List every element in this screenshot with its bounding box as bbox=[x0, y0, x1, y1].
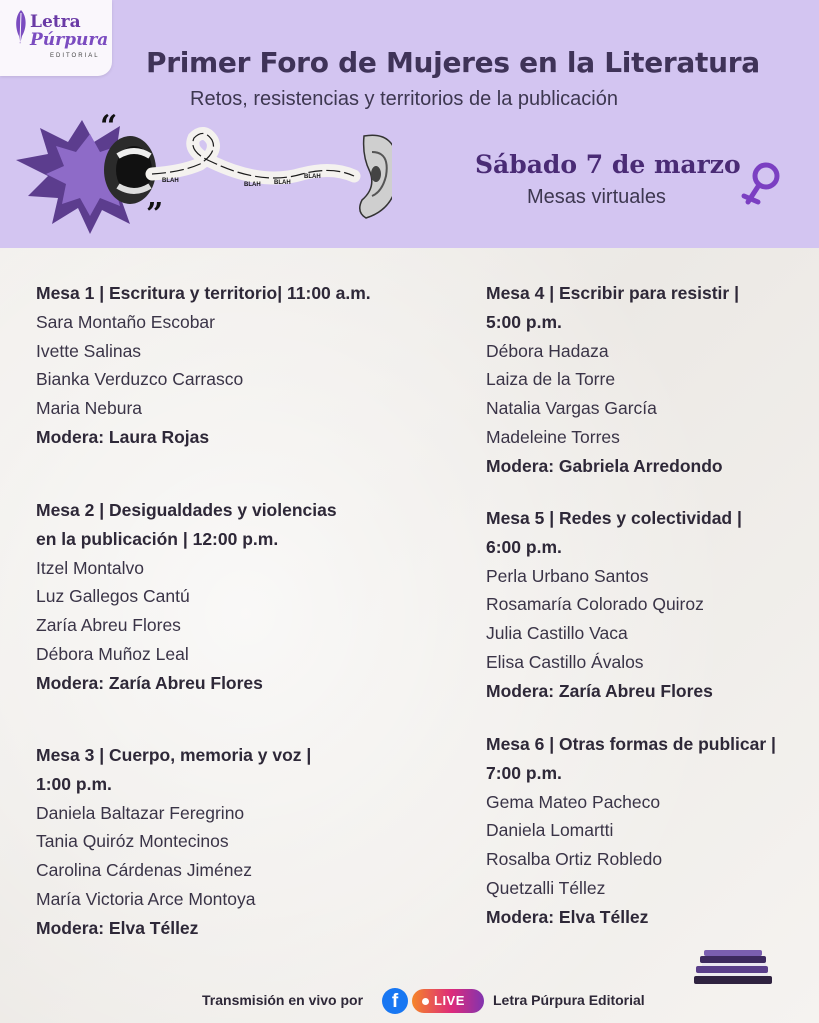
mesa-heading: Mesa 5 | Redes y colectividad | bbox=[486, 508, 742, 528]
speaker: Sara Montaño Escobar bbox=[36, 311, 215, 332]
blah-illustration bbox=[12, 112, 392, 236]
mesa-heading: Mesa 4 | Escribir para resistir | bbox=[486, 283, 739, 303]
speaker: Rosamaría Colorado Quiroz bbox=[486, 594, 704, 615]
page-subtitle: Retos, resistencias y territorios de la publicación bbox=[190, 88, 618, 110]
moderator: Modera: Elva Téllez bbox=[486, 906, 649, 927]
speaker: Madeleine Torres bbox=[486, 426, 620, 447]
mesa-heading-cont: en la publicación | 12:00 p.m. bbox=[36, 528, 279, 549]
ribbon-text-4: BLAH bbox=[304, 174, 321, 180]
ribbon-text-1: BLAH bbox=[162, 178, 179, 184]
speaker: Luz Gallegos Cantú bbox=[36, 586, 190, 607]
moderator: Modera: Zaría Abreu Flores bbox=[486, 680, 713, 701]
mesa-heading: Mesa 6 | Otras formas de publicar | bbox=[486, 734, 776, 754]
header-band bbox=[0, 0, 819, 248]
mesa-heading-cont: 5:00 p.m. bbox=[486, 311, 562, 332]
ear-icon bbox=[360, 135, 392, 218]
page-title: Primer Foro de Mujeres en la Literatura bbox=[146, 46, 760, 79]
logo-line-1: Letra bbox=[30, 12, 81, 32]
female-symbol-icon bbox=[738, 158, 784, 212]
mesa-heading: Mesa 2 | Desigualdades y violencias bbox=[36, 500, 337, 520]
feather-icon bbox=[13, 10, 29, 44]
mesa-block-6 bbox=[486, 730, 819, 932]
speaker: María Victoria Arce Montoya bbox=[36, 888, 256, 909]
speaker: Elisa Castillo Ávalos bbox=[486, 651, 644, 672]
event-date: Sábado 7 de marzo bbox=[475, 150, 741, 179]
mesa-block-4 bbox=[486, 279, 819, 481]
ribbon-text-2: BLAH bbox=[244, 182, 261, 188]
mesa-block-5 bbox=[486, 504, 819, 706]
speaker: Daniela Lomartti bbox=[486, 820, 614, 841]
mesa-block-3 bbox=[36, 741, 416, 943]
footer-prefix: Transmisión en vivo por bbox=[202, 992, 364, 1008]
speaker: Julia Castillo Vaca bbox=[486, 623, 628, 644]
speaker: Bianka Verduzco Carrasco bbox=[36, 369, 244, 390]
speaker: Débora Hadaza bbox=[486, 340, 609, 361]
live-dot-icon bbox=[422, 998, 429, 1005]
svg-text:”: ” bbox=[146, 197, 164, 232]
speaker: Itzel Montalvo bbox=[36, 557, 144, 578]
books-icon bbox=[694, 948, 774, 990]
mesa-heading-cont: 6:00 p.m. bbox=[486, 536, 562, 557]
event-mode: Mesas virtuales bbox=[527, 186, 666, 208]
facebook-icon[interactable]: f bbox=[382, 988, 408, 1014]
speaker: Perla Urbano Santos bbox=[486, 565, 649, 586]
speaker: Daniela Baltazar Feregrino bbox=[36, 802, 245, 823]
moderator: Modera: Zaría Abreu Flores bbox=[36, 672, 263, 693]
speaker: Natalia Vargas García bbox=[486, 398, 657, 419]
logo-line-3: EDITORIAL bbox=[50, 53, 100, 59]
moderator: Modera: Laura Rojas bbox=[36, 426, 210, 447]
speaker: Quetzalli Téllez bbox=[486, 877, 606, 898]
logo bbox=[0, 0, 112, 76]
mesa-heading-cont: 1:00 p.m. bbox=[36, 773, 112, 794]
speaker: Rosalba Ortiz Robledo bbox=[486, 849, 663, 870]
svg-text:“: “ bbox=[100, 112, 118, 144]
speaker: Tania Quiróz Montecinos bbox=[36, 831, 229, 852]
mesa-block-2 bbox=[36, 496, 416, 698]
speaker: Carolina Cárdenas Jiménez bbox=[36, 860, 252, 881]
speaker: Ivette Salinas bbox=[36, 340, 142, 361]
logo-line-2: Púrpura bbox=[30, 30, 109, 50]
moderator: Modera: Gabriela Arredondo bbox=[486, 455, 723, 476]
mesa-heading: Mesa 3 | Cuerpo, memoria y voz | bbox=[36, 745, 312, 765]
speech-ribbon bbox=[152, 133, 354, 178]
speaker: Maria Nebura bbox=[36, 398, 143, 419]
speaker: Débora Muñoz Leal bbox=[36, 643, 189, 664]
moderator: Modera: Elva Téllez bbox=[36, 917, 199, 938]
speaker: Gema Mateo Pacheco bbox=[486, 791, 661, 812]
speaker: Laiza de la Torre bbox=[486, 369, 616, 390]
live-label: LIVE bbox=[434, 993, 465, 1008]
ribbon-text-3: BLAH bbox=[274, 180, 291, 186]
mesa-heading: Mesa 1 | Escritura y territorio| 11:00 a.m. bbox=[36, 283, 371, 303]
mesa-heading-cont: 7:00 p.m. bbox=[486, 762, 562, 783]
live-badge[interactable] bbox=[412, 989, 484, 1013]
footer bbox=[0, 986, 819, 1016]
speaker: Zaría Abreu Flores bbox=[36, 615, 181, 636]
footer-page-name[interactable]: Letra Púrpura Editorial bbox=[493, 992, 645, 1008]
mesa-block-1 bbox=[36, 279, 416, 452]
